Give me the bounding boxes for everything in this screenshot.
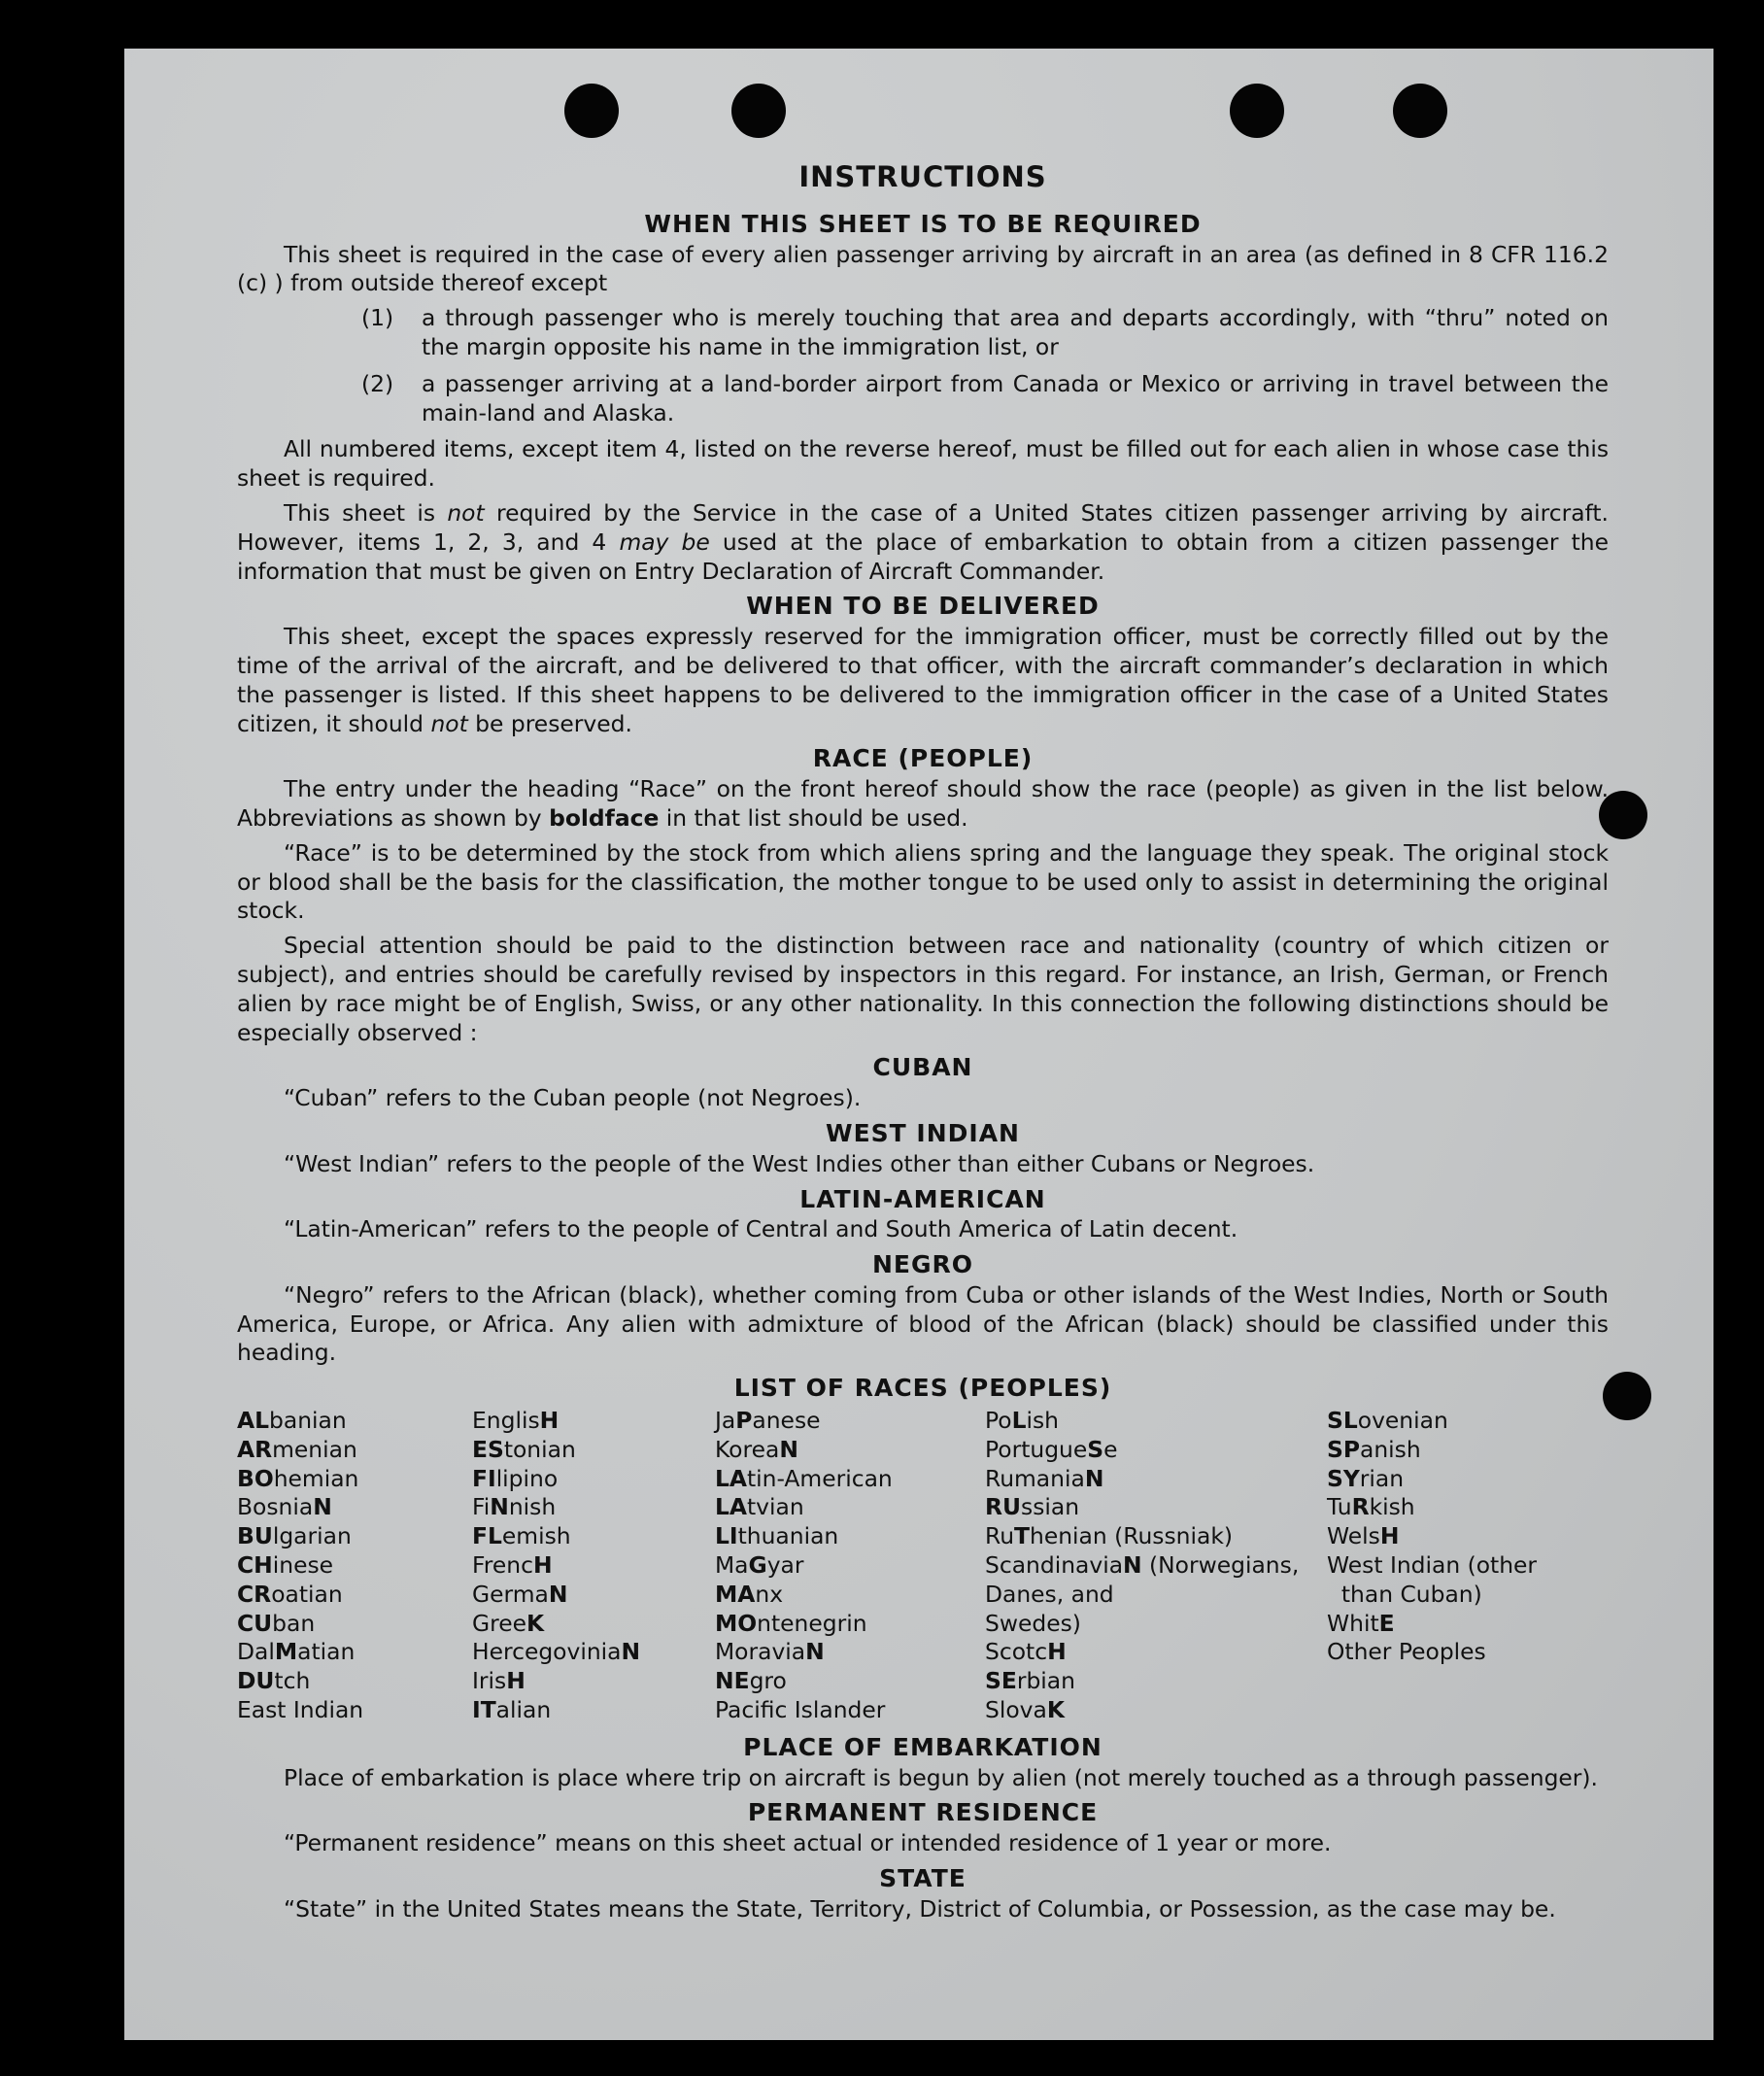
race-text: Ja [715, 1407, 736, 1435]
race-abbreviation: CH [237, 1551, 273, 1580]
race-list [237, 1407, 1609, 1725]
race-entry [472, 1493, 715, 1522]
race-text: Po [985, 1407, 1012, 1435]
west-indian-text: “West Indian” refers to the people of the West Indies other than either Cubans or Negroes. [284, 1149, 1315, 1177]
race-entry [985, 1436, 1327, 1465]
race-text: alian [495, 1696, 552, 1724]
race-text: kish [1369, 1493, 1415, 1521]
race-text: Moravia [715, 1638, 806, 1666]
race-abbreviation: H [506, 1667, 526, 1695]
race-text: banian [269, 1407, 347, 1435]
race-abbreviation: DU [237, 1667, 275, 1695]
text-run: in that list should be used. [659, 803, 968, 832]
race-abbreviation: H [1379, 1522, 1400, 1550]
race-entry [1327, 1522, 1589, 1551]
race-text: Wels [1327, 1522, 1380, 1550]
emphasis-text: not [430, 709, 468, 737]
race-abbreviation: FL [472, 1522, 502, 1550]
punch-hole [564, 84, 619, 138]
race-abbreviation: CR [237, 1580, 272, 1608]
race-entry [715, 1493, 985, 1522]
text-run: This sheet is [284, 498, 448, 527]
bold-text: boldface [549, 803, 660, 832]
race-paragraph: “Race” is to be determined by the stock from which aliens spring and the language they speak. The original stock or blood shall be the basis for the classification, the mother tongue to be used only to assist in determining the original stock. [237, 838, 1609, 925]
race-heading: RACE (PEOPLE) [812, 744, 1034, 773]
residence-text: “Permanent residence” means on this sheet actual or intended residence of 1 year or more. [284, 1829, 1332, 1857]
exception-item [237, 370, 1609, 428]
race-entry [985, 1638, 1327, 1667]
race-entry [472, 1581, 715, 1610]
race-column [985, 1407, 1327, 1725]
race-text: Germa [472, 1580, 549, 1608]
race-entry [715, 1465, 985, 1494]
race-abbreviation: SY [1327, 1464, 1360, 1492]
race-entry [237, 1493, 472, 1522]
race-abbreviation: N [621, 1638, 641, 1666]
race-entry [237, 1581, 472, 1610]
race-text: Other Peoples [1327, 1638, 1486, 1666]
race-text: Gree [472, 1609, 527, 1637]
race-abbreviation: N [1123, 1551, 1142, 1580]
instruction-sheet [124, 49, 1713, 2040]
race-entry [985, 1610, 1327, 1639]
race-abbreviation: S [1087, 1435, 1104, 1463]
race-abbreviation: AR [237, 1435, 273, 1463]
race-text: thuanian [737, 1522, 839, 1550]
race-column [715, 1407, 985, 1725]
document-body [237, 160, 1609, 1930]
race-text: rbian [1016, 1667, 1075, 1695]
exception-number: (2) [361, 369, 394, 397]
race-abbreviation: E [1378, 1609, 1395, 1637]
west-indian-heading: WEST INDIAN [826, 1118, 1020, 1147]
race-column [1327, 1407, 1589, 1725]
race-text: Fi [472, 1493, 491, 1521]
race-entry [715, 1551, 985, 1581]
race-abbreviation: IT [472, 1696, 496, 1724]
race-text: atian [297, 1638, 356, 1666]
race-abbreviation: N [1084, 1464, 1104, 1492]
race-text: West Indian (other [1327, 1551, 1538, 1580]
race-abbreviation: N [313, 1493, 332, 1521]
text-run: This sheet, except the spaces expressly reserved for the immigration officer, must be correctly filled out by the time of the arrival of the aircraft, and be delivered to that officer, with the aircraft commander’s declaration in which the passenger is listed. If this sheet happens to be delivered to the immigration officer in the case of a United States citizen, it should [237, 623, 1609, 737]
race-entry [237, 1465, 472, 1494]
race-text: Swedes) [985, 1609, 1081, 1637]
race-text: lipino [495, 1464, 559, 1492]
race-text: oatian [271, 1580, 343, 1608]
race-text: tch [274, 1667, 311, 1695]
residence-heading: PERMANENT RESIDENCE [747, 1798, 1099, 1827]
race-text: nx [755, 1580, 784, 1608]
race-text: ssian [1021, 1493, 1080, 1521]
page-title: INSTRUCTIONS [798, 160, 1047, 193]
race-entry [472, 1667, 715, 1696]
race-text: lgarian [272, 1522, 352, 1550]
race-text: Tu [1327, 1493, 1352, 1521]
punch-hole [1393, 84, 1447, 138]
race-entry [985, 1696, 1327, 1725]
race-entry [985, 1667, 1327, 1696]
race-entry [985, 1522, 1327, 1551]
exception-text: a passenger arriving at a land-border airport from Canada or Mexico or arriving in travel between the main-land and Alaska. [422, 369, 1609, 426]
race-text: Portugue [985, 1435, 1088, 1463]
state-heading: STATE [879, 1864, 967, 1893]
race-text: gro [749, 1667, 787, 1695]
race-abbreviation: SL [1327, 1407, 1358, 1435]
race-abbreviation: P [735, 1407, 753, 1435]
text-run: The entry under the heading “Race” on the front hereof should show the race (people) as given in the list below. Abbreviations as shown by [237, 775, 1609, 832]
race-abbreviation: M [274, 1638, 298, 1666]
race-text: tonian [503, 1435, 576, 1463]
race-abbreviation: CU [237, 1609, 273, 1637]
race-text: anese [752, 1407, 821, 1435]
race-abbreviation: H [539, 1407, 560, 1435]
race-abbreviation: K [1046, 1696, 1065, 1724]
race-text: Frenc [472, 1551, 533, 1580]
race-entry [237, 1407, 472, 1436]
embarkation-heading: PLACE OF EMBARKATION [743, 1732, 1102, 1761]
race-entry [715, 1436, 985, 1465]
race-entry [1327, 1407, 1589, 1436]
race-entry [472, 1551, 715, 1581]
race-entry [985, 1465, 1327, 1494]
race-abbreviation: MO [715, 1609, 758, 1637]
text-run: used at the place of embarkation to obtain from a citizen passenger the information that must be given on Entry Declaration of Aircraft Commander. [237, 528, 1609, 585]
race-abbreviation: NE [715, 1667, 750, 1695]
race-text: emish [501, 1522, 571, 1550]
race-entry [715, 1638, 985, 1667]
race-text: ntenegrin [757, 1609, 867, 1637]
text-run: be preserved. [467, 709, 632, 737]
race-entry [472, 1407, 715, 1436]
race-abbreviation: MA [715, 1580, 756, 1608]
race-entry [715, 1407, 985, 1436]
race-text: Danes, and [985, 1580, 1114, 1608]
race-abbreviation: RU [985, 1493, 1022, 1521]
race-entry [472, 1436, 715, 1465]
race-abbreviation: AL [237, 1407, 270, 1435]
race-entry [715, 1667, 985, 1696]
exception-number: (1) [361, 304, 394, 332]
race-abbreviation: N [490, 1493, 509, 1521]
race-entry [1327, 1638, 1589, 1667]
emphasis-text: may be [619, 528, 710, 556]
race-text: Pacific Islander [715, 1696, 886, 1724]
race-text: inese [272, 1551, 334, 1580]
race-entry [472, 1610, 715, 1639]
race-entry [472, 1465, 715, 1494]
race-text: East Indian [237, 1696, 364, 1724]
race-abbreviation: R [1351, 1493, 1370, 1521]
race-abbreviation: G [748, 1551, 767, 1580]
race-column [472, 1407, 715, 1725]
race-abbreviation: K [526, 1609, 545, 1637]
race-entry [1327, 1493, 1589, 1522]
race-text: Bosnia [237, 1493, 314, 1521]
race-text: hemian [273, 1464, 359, 1492]
cuban-text: “Cuban” refers to the Cuban people (not Negroes). [284, 1084, 862, 1112]
race-abbreviation: SP [1327, 1435, 1360, 1463]
race-entry [715, 1522, 985, 1551]
race-entry [715, 1696, 985, 1725]
latin-american-heading: LATIN-AMERICAN [799, 1184, 1046, 1213]
race-text: (Norwegians, [1141, 1551, 1300, 1580]
race-text: ban [272, 1609, 316, 1637]
race-text: Slova [985, 1696, 1047, 1724]
race-abbreviation: LA [715, 1493, 748, 1521]
punch-hole [1603, 1372, 1651, 1420]
race-text: Ma [715, 1551, 749, 1580]
race-paragraph [237, 775, 1609, 834]
race-abbreviation: T [1014, 1522, 1030, 1550]
numbered-items-paragraph: All numbered items, except item 4, listed on the reverse hereof, must be filled out for each alien in whose case this sheet is required. [237, 435, 1609, 493]
race-text: Englis [472, 1407, 540, 1435]
race-abbreviation: N [548, 1580, 568, 1608]
race-text: yar [766, 1551, 804, 1580]
race-entry [472, 1696, 715, 1725]
race-entry [237, 1696, 472, 1725]
punch-hole [731, 84, 786, 138]
race-entry [237, 1667, 472, 1696]
race-text: tin-American [747, 1464, 893, 1492]
race-abbreviation: SE [985, 1667, 1017, 1695]
race-text: Dal [237, 1638, 275, 1666]
race-text: anish [1360, 1435, 1421, 1463]
race-entry [237, 1436, 472, 1465]
race-entry [985, 1407, 1327, 1436]
race-entry [985, 1493, 1327, 1522]
list-of-races-heading: LIST OF RACES (PEOPLES) [733, 1374, 1112, 1403]
when-delivered-heading: WHEN TO BE DELIVERED [746, 592, 1100, 621]
race-entry [472, 1522, 715, 1551]
race-text: than Cuban) [1327, 1580, 1482, 1608]
race-entry [1327, 1581, 1589, 1610]
race-text: nish [508, 1493, 557, 1521]
race-abbreviation: H [1047, 1638, 1067, 1666]
race-entry [1327, 1465, 1589, 1494]
state-text: “State” in the United States means the State, Territory, District of Columbia, or Possession, as the case may be. [284, 1894, 1556, 1923]
emphasis-text: not [447, 498, 485, 527]
race-text: Iris [472, 1667, 507, 1695]
citizen-paragraph [237, 499, 1609, 586]
when-required-heading: WHEN THIS SHEET IS TO BE REQUIRED [644, 209, 1202, 238]
race-text: rian [1359, 1464, 1405, 1492]
negro-heading: NEGRO [871, 1250, 974, 1279]
race-entry [237, 1522, 472, 1551]
race-entry [985, 1581, 1327, 1610]
race-entry [237, 1610, 472, 1639]
race-text: menian [272, 1435, 357, 1463]
race-entry [715, 1581, 985, 1610]
race-abbreviation: L [1011, 1407, 1027, 1435]
race-abbreviation: N [805, 1638, 825, 1666]
latin-american-text: “Latin-American” refers to the people of Central and South America of Latin decent. [284, 1215, 1238, 1243]
exception-item [237, 304, 1609, 362]
race-abbreviation: N [779, 1435, 798, 1463]
race-entry [1327, 1610, 1589, 1639]
race-entry [985, 1551, 1327, 1581]
cuban-heading: CUBAN [872, 1053, 973, 1082]
race-text: Korea [715, 1435, 780, 1463]
race-text: Rumania [985, 1464, 1085, 1492]
race-paragraph: Special attention should be paid to the distinction between race and nationality (country of which citizen or subject), and entries should be carefully revised by inspectors in this regard. For instance, an Irish, German, or French alien by race might be of English, Swiss, or any other nationality. In this connection the following distinctions should be especially observed : [237, 932, 1609, 1046]
race-text: e [1103, 1435, 1118, 1463]
race-abbreviation: ES [472, 1435, 504, 1463]
race-text: Scandinavia [985, 1551, 1124, 1580]
race-abbreviation: LA [715, 1464, 748, 1492]
race-entry [237, 1638, 472, 1667]
punch-hole [1230, 84, 1284, 138]
negro-text: “Negro” refers to the African (black), whether coming from Cuba or other islands of the West Indies, North or South America, Europe, or Africa. Any alien with admixture of blood of the African (black) should be classified under this heading. [237, 1280, 1609, 1367]
race-text: Whit [1327, 1609, 1379, 1637]
race-entry [1327, 1551, 1589, 1581]
embarkation-text: Place of embarkation is place where trip on aircraft is begun by alien (not merely touched as a through passenger). [284, 1763, 1598, 1791]
exception-text: a through passenger who is merely touching that area and departs accordingly, with “thru” noted on the margin opposite his name in the immigration list, or [422, 304, 1609, 360]
when-delivered-paragraph [237, 623, 1609, 738]
race-entry [715, 1610, 985, 1639]
race-text: ovenian [1357, 1407, 1448, 1435]
race-text: Ru [985, 1522, 1015, 1550]
race-column [237, 1407, 472, 1725]
when-required-intro: This sheet is required in the case of every alien passenger arriving by aircraft in an area (as defined in 8 CFR 116.2 (c) ) from outside thereof except [237, 240, 1609, 297]
race-abbreviation: H [532, 1551, 553, 1580]
text-run: required by the Service in the case of a United States citizen passenger arriving by aircraft. However, items 1, 2, 3, and 4 [237, 498, 1609, 556]
race-abbreviation: FI [472, 1464, 496, 1492]
race-abbreviation: BU [237, 1522, 273, 1550]
race-text: Scotc [985, 1638, 1048, 1666]
race-text: henian (Russniak) [1030, 1522, 1233, 1550]
race-entry [1327, 1436, 1589, 1465]
race-abbreviation: BO [237, 1464, 274, 1492]
race-entry [237, 1551, 472, 1581]
race-entry [472, 1638, 715, 1667]
race-abbreviation: LI [715, 1522, 738, 1550]
race-text: tvian [747, 1493, 804, 1521]
race-text: Hercegovinia [472, 1638, 622, 1666]
race-text: ish [1026, 1407, 1060, 1435]
